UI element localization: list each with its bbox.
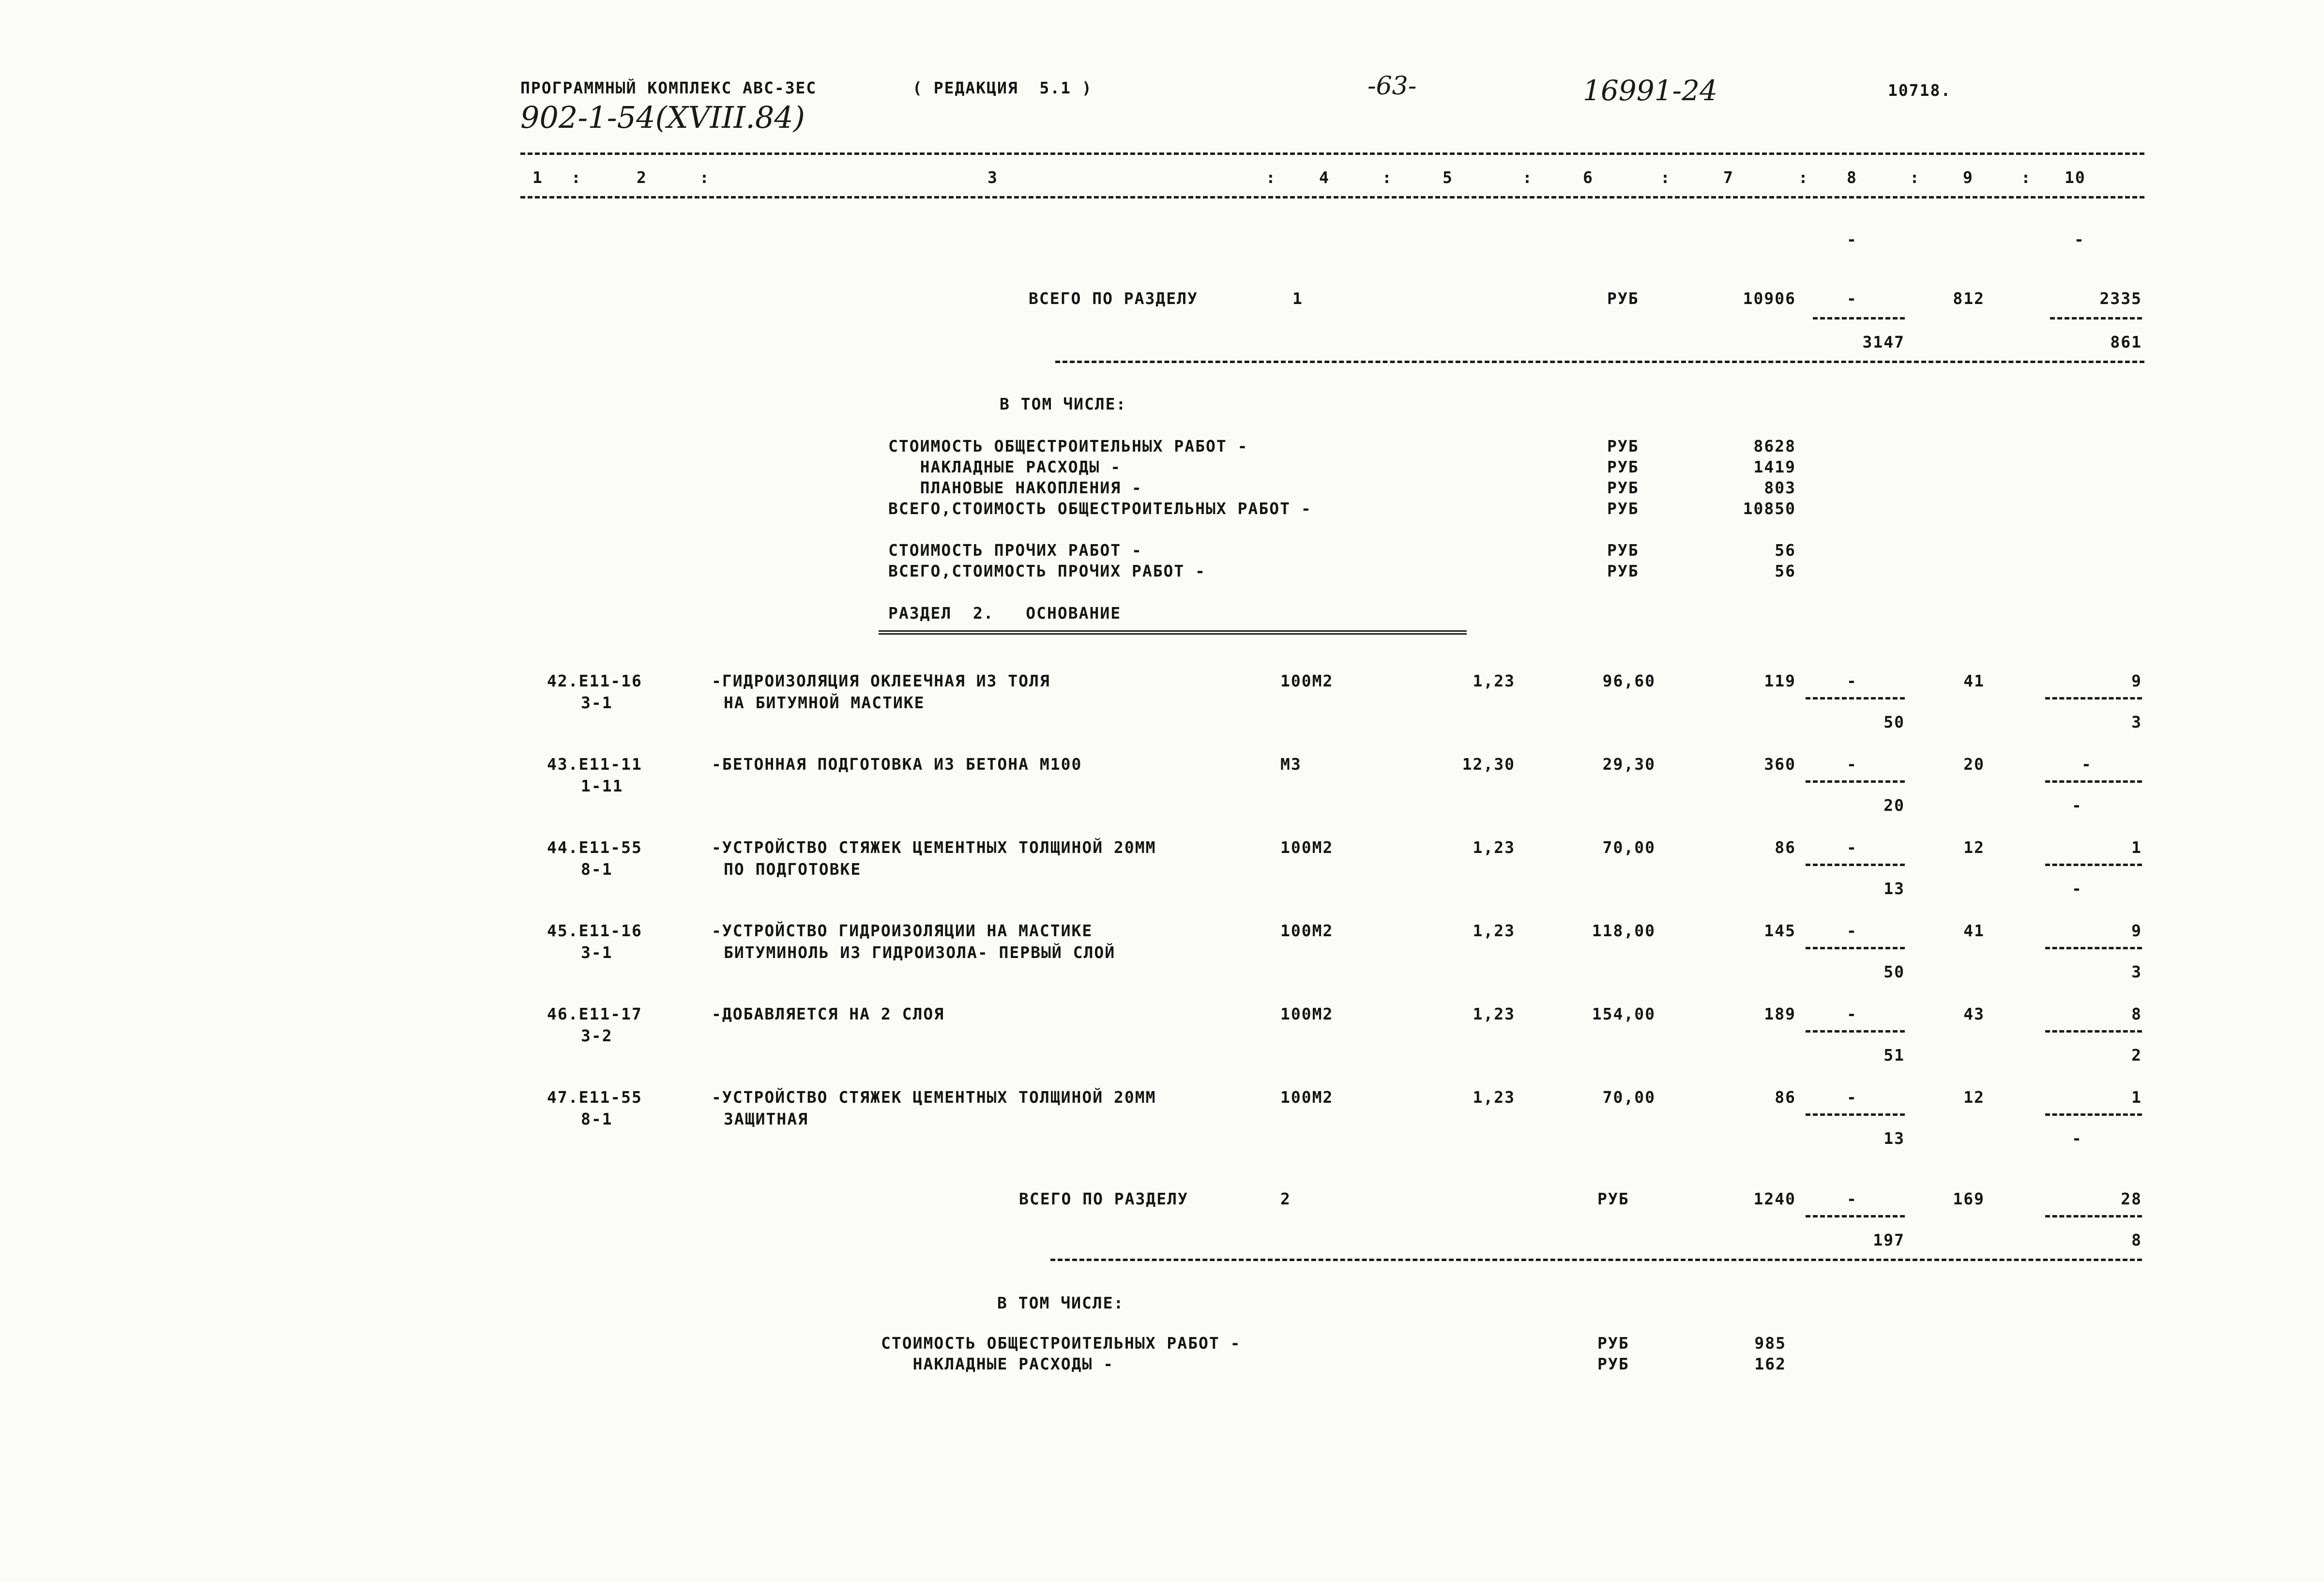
row-qty: 1,23 [1473, 921, 1515, 940]
col-8: 8 [1847, 168, 1857, 187]
section2-divider [1050, 1259, 2142, 1261]
row-unit: 100М2 [1280, 1088, 1334, 1107]
program-title: ПРОГРАММНЫЙ КОМПЛЕКС АВС-3ЕС [520, 78, 817, 97]
summary1-label-0: СТОИМОСТЬ ОБЩЕСТРОИТЕЛЬНЫХ РАБОТ - [888, 437, 1248, 456]
including-label-2: В ТОМ ЧИСЛЕ: [997, 1293, 1124, 1312]
row-c8: - [1847, 755, 1857, 774]
row-c10-bottom: 3 [2131, 962, 2142, 981]
row-desc-cont: ЗАЩИТНАЯ [724, 1110, 808, 1128]
row-c9: 12 [1963, 838, 1985, 857]
row-c10-bottom: 3 [2131, 713, 2142, 731]
section1-total-c10: 2335 [2099, 289, 2142, 308]
row-sub: 3-1 [581, 693, 613, 712]
section2-total-c9: 169 [1953, 1189, 1985, 1208]
row-desc: -ДОБАВЛЯЕТСЯ НА 2 СЛОЯ [712, 1004, 945, 1023]
row-c10-bottom: - [2072, 796, 2082, 815]
row-c8-bottom: 20 [1884, 796, 1905, 815]
row-c9: 12 [1963, 1088, 1985, 1107]
section1-total-c8: - [1847, 289, 1857, 308]
row-desc-cont: ПО ПОДГОТОВКЕ [724, 860, 862, 879]
section2-total-c10-bottom: 8 [2131, 1231, 2142, 1249]
summary2-value-1: 162 [1754, 1354, 1786, 1373]
section2-total-num: 2 [1280, 1189, 1291, 1208]
row-price: 70,00 [1602, 838, 1656, 857]
section2-total-c8: - [1847, 1189, 1857, 1208]
row-c8-bottom: 51 [1884, 1046, 1905, 1065]
document-code: 10718. [1888, 81, 1952, 100]
row-c8-bottom: 50 [1884, 713, 1905, 731]
summary1-value-5: 56 [1775, 562, 1796, 580]
section1-total-c10-bottom: 861 [2110, 333, 2142, 351]
row-c9: 41 [1963, 921, 1985, 940]
header-bottom-rule [520, 196, 2144, 198]
row-c8-bottom: 13 [1884, 879, 1905, 898]
row-unit: 100М2 [1280, 671, 1334, 690]
col-9: 9 [1963, 168, 1974, 187]
summary1-unit-3: РУБ [1607, 499, 1639, 518]
row-desc: -УСТРОЙСТВО ГИДРОИЗОЛЯЦИИ НА МАСТИКЕ [712, 921, 1093, 940]
row-desc: -ГИДРОИЗОЛЯЦИЯ ОКЛЕЕЧНАЯ ИЗ ТОЛЯ [712, 671, 1050, 690]
row-c9: 41 [1963, 671, 1985, 690]
document-number: 16991-24 [1583, 74, 1717, 107]
section1-total-c7: 10906 [1743, 289, 1796, 308]
col-10: 10 [2065, 168, 2086, 187]
summary1-value-2: 803 [1764, 478, 1796, 497]
row-qty: 1,23 [1473, 1088, 1515, 1107]
row-qty: 1,23 [1473, 838, 1515, 857]
row-code: 42.Е11-16 [547, 671, 642, 690]
row-total: 119 [1764, 671, 1796, 690]
row-c9: 20 [1963, 755, 1985, 774]
row-sub: 3-2 [581, 1026, 613, 1045]
row-qty: 1,23 [1473, 671, 1515, 690]
row-code: 43.Е11-11 [547, 755, 642, 774]
row-total: 145 [1764, 921, 1796, 940]
row-c8: - [1847, 921, 1857, 940]
program-edition: ( РЕДАКЦИЯ 5.1 ) [912, 78, 1093, 97]
col-1: 1 [532, 168, 543, 187]
row-code: 46.Е11-17 [547, 1004, 642, 1023]
row-unit: 100М2 [1280, 838, 1334, 857]
summary1-label-5: ВСЕГО,СТОИМОСТЬ ПРОЧИХ РАБОТ - [888, 562, 1206, 580]
summary1-label-4: СТОИМОСТЬ ПРОЧИХ РАБОТ - [888, 541, 1142, 560]
row-unit: 100М2 [1280, 1004, 1334, 1023]
row-sub: 3-1 [581, 943, 613, 962]
summary1-unit-5: РУБ [1607, 562, 1639, 580]
row-qty: 1,23 [1473, 1004, 1515, 1023]
row-price: 29,30 [1602, 755, 1656, 774]
row-qty: 12,30 [1462, 755, 1515, 774]
summary1-value-0: 8628 [1753, 437, 1796, 456]
row-total: 86 [1775, 1088, 1796, 1107]
section2-title: РАЗДЕЛ 2. ОСНОВАНИЕ [888, 604, 1122, 623]
summary2-label-1: НАКЛАДНЫЕ РАСХОДЫ - [881, 1354, 1114, 1373]
project-number: 902-1-54(XVIII.84) [520, 100, 805, 135]
including-label-1: В ТОМ ЧИСЛЕ: [1000, 395, 1127, 413]
summary1-value-4: 56 [1775, 541, 1796, 560]
section1-total-label: ВСЕГО ПО РАЗДЕЛУ [1029, 289, 1198, 308]
row-c8: - [1847, 1004, 1857, 1023]
row-desc: -УСТРОЙСТВО СТЯЖЕК ЦЕМЕНТНЫХ ТОЛЩИНОЙ 20ММ [712, 1088, 1156, 1107]
row-c8-bottom: 13 [1884, 1129, 1905, 1148]
summary1-value-1: 1419 [1753, 457, 1796, 476]
section2-total-c10: 28 [2121, 1189, 2142, 1208]
page-number: -63- [1367, 72, 1417, 101]
row-desc: -УСТРОЙСТВО СТЯЖЕК ЦЕМЕНТНЫХ ТОЛЩИНОЙ 20ММ [712, 838, 1156, 857]
col-5: 5 [1443, 168, 1453, 187]
row-total: 360 [1764, 755, 1796, 774]
summary1-unit-1: РУБ [1607, 457, 1639, 476]
summary2-label-0: СТОИМОСТЬ ОБЩЕСТРОИТЕЛЬНЫХ РАБОТ - [881, 1334, 1241, 1353]
row-total: 189 [1764, 1004, 1796, 1023]
section2-total-c8-bottom: 197 [1873, 1231, 1905, 1249]
row-c10: 1 [2131, 838, 2142, 857]
section1-total-c9: 812 [1953, 289, 1985, 308]
row-desc-cont: НА БИТУМНОЙ МАСТИКЕ [724, 693, 925, 712]
row-code: 45.Е11-16 [547, 921, 642, 940]
section1-divider [1055, 361, 2144, 363]
col-4: 4 [1319, 168, 1330, 187]
summary2-unit-0: РУБ [1597, 1334, 1629, 1353]
row-price: 118,00 [1592, 921, 1656, 940]
row-c10: 9 [2131, 671, 2142, 690]
row-c10: 1 [2131, 1088, 2142, 1107]
col-6: 6 [1583, 168, 1594, 187]
row-unit: М3 [1280, 755, 1302, 774]
row-desc: -БЕТОННАЯ ПОДГОТОВКА ИЗ БЕТОНА М100 [712, 755, 1082, 774]
row-c10: 8 [2131, 1004, 2142, 1023]
row-c10: 9 [2131, 921, 2142, 940]
row-c10-bottom: - [2072, 879, 2082, 898]
section2-total-label: ВСЕГО ПО РАЗДЕЛУ [1019, 1189, 1188, 1208]
summary1-label-2: ПЛАНОВЫЕ НАКОПЛЕНИЯ - [888, 478, 1142, 497]
row-price: 96,60 [1602, 671, 1656, 690]
col-7: 7 [1723, 168, 1734, 187]
row-sub: 8-1 [581, 1110, 613, 1128]
col-2: 2 [637, 168, 647, 187]
row-desc-cont: БИТУМИНОЛЬ ИЗ ГИДРОИЗОЛА- ПЕРВЫЙ СЛОЙ [724, 943, 1116, 962]
row-c8: - [1847, 1088, 1857, 1107]
row-price: 70,00 [1602, 1088, 1656, 1107]
summary1-label-1: НАКЛАДНЫЕ РАСХОДЫ - [888, 457, 1122, 476]
row-code: 44.Е11-55 [547, 838, 642, 857]
row-code: 47.Е11-55 [547, 1088, 642, 1107]
row-c10-bottom: - [2072, 1129, 2082, 1148]
section2-total-c7: 1240 [1753, 1189, 1796, 1208]
section2-total-unit: РУБ [1597, 1189, 1629, 1208]
row-c10-bottom: 2 [2131, 1046, 2142, 1065]
summary2-value-0: 985 [1754, 1334, 1786, 1353]
row-unit: 100М2 [1280, 921, 1334, 940]
row-c9: 43 [1963, 1004, 1985, 1023]
row-total: 86 [1775, 838, 1796, 857]
row-c8: - [1847, 838, 1857, 857]
row-price: 154,00 [1592, 1004, 1656, 1023]
section1-total-num: 1 [1292, 289, 1303, 308]
header-top-rule [520, 152, 2144, 155]
summary1-label-3: ВСЕГО,СТОИМОСТЬ ОБЩЕСТРОИТЕЛЬНЫХ РАБОТ - [888, 499, 1312, 518]
row-c8: - [1847, 671, 1857, 690]
row-sub: 8-1 [581, 860, 613, 879]
row-sub: 1-11 [581, 776, 623, 795]
section1-total-unit: РУБ [1607, 289, 1639, 308]
summary1-value-3: 10850 [1743, 499, 1796, 518]
summary1-unit-4: РУБ [1607, 541, 1639, 560]
col-3: 3 [987, 168, 998, 187]
summary1-unit-2: РУБ [1607, 478, 1639, 497]
section2-title-underline [879, 630, 1467, 635]
row-c8-bottom: 50 [1884, 962, 1905, 981]
row-c10: - [2081, 755, 2092, 774]
section1-total-c8-bottom: 3147 [1862, 333, 1905, 351]
summary1-unit-0: РУБ [1607, 437, 1639, 456]
summary2-unit-1: РУБ [1597, 1354, 1629, 1373]
